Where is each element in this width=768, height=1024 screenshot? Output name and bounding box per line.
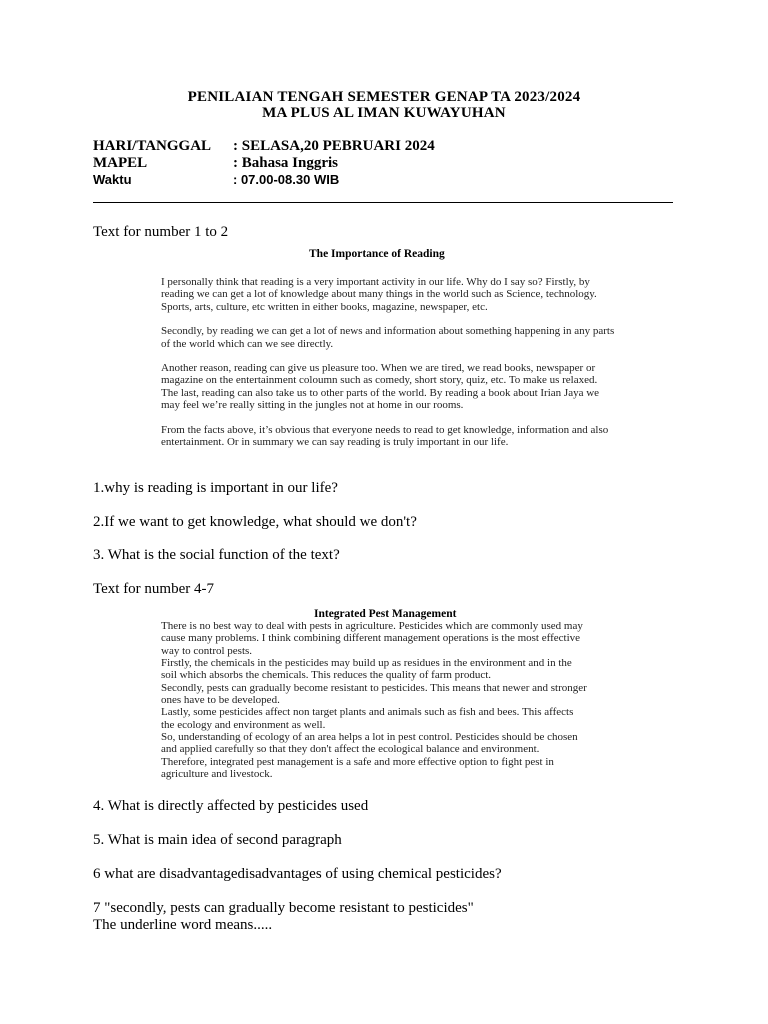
section1-intro: Text for number 1 to 2: [93, 224, 229, 240]
reading-paragraph-5: From the facts above, it’s obvious that everyone needs to read to get knowledge, information and also entertainment. Or in summary we can say reading is truly important in our life.: [161, 423, 609, 449]
reading-passage: [161, 276, 617, 460]
pest-line-11: and applied carefully so that they don't affect the ecological balance and environment.: [161, 743, 540, 756]
section2-intro: Text for number 4-7: [93, 581, 214, 597]
pest-line-4: Firstly, the chemicals in the pesticides may build up as residues in the environment and in the: [161, 657, 572, 670]
meta-value-time: : 07.00-08.30 WIB: [233, 172, 340, 187]
meta-key-date: HARI/TANGGAL: [93, 138, 212, 154]
pest-line-12: Therefore, integrated pest management is a safe and more effective option to fight pest in: [161, 755, 554, 768]
meta-key-subject: MAPEL: [93, 155, 148, 171]
pest-line-3: way to control pests.: [161, 644, 253, 657]
header-divider: [93, 202, 673, 203]
reading-paragraph-4: The last, reading can also take us to other parts of the world. By reading a book about Irian Jaya we may feel we’re really sitting in the jungles not at home in our rooms.: [161, 386, 600, 412]
question-5: 5. What is main idea of second paragraph: [93, 832, 342, 848]
meta-row-date: [93, 138, 435, 155]
question-2: 2.If we want to get knowledge, what should we don't?: [93, 514, 417, 530]
reading-paragraph-2: Secondly, by reading we can get a lot of news and information about something happening in any parts of the world which can we see directly.: [161, 325, 615, 350]
reading-paragraph-3: Another reason, reading can give us pleasure too. When we are tired, we read books, newspaper or magazine on the entertainment coloumn such as comedy, short story, quiz, etc. To make us relaxed.: [161, 362, 598, 387]
pest-line-10: So, understanding of ecology of an area helps a lot in pest control. Pesticides should be chosen: [161, 731, 578, 744]
pest-line-9: the ecology and environment as well.: [161, 718, 326, 731]
pest-line-2: cause many problems. I think combining different management operations is the most effective: [161, 632, 581, 645]
question-4: 4. What is directly affected by pesticides used: [93, 798, 369, 814]
pest-line-13: agriculture and livestock.: [161, 768, 273, 781]
pest-line-1: There is no best way to deal with pests in agriculture. Pesticides which are commonly used may: [161, 620, 583, 632]
pest-line-6: Secondly, pests can gradually become resistant to pesticides. This means that newer and stronger: [161, 681, 587, 694]
pest-line-7: ones have to be developed.: [161, 694, 280, 707]
question-6: 6 what are disadvantagedisadvantages of using chemical pesticides?: [93, 866, 502, 882]
reading-paragraph-1: I personally think that reading is a very important activity in our life. Why do I say so? Firstly, by reading we can get a lot of knowledge about many things in the world such as Science, technology. Sports, arts, culture, etc written in either books, magazine, newspaper, etc.: [161, 276, 597, 313]
question-1: 1.why is reading is important in our life?: [93, 480, 338, 496]
reading-passage-title: The Importance of Reading: [309, 248, 445, 260]
meta-key-time: Waktu: [93, 172, 132, 187]
school-name: MA PLUS AL IMAN KUWAYUHAN: [262, 105, 506, 121]
meta-row-subject: [93, 155, 338, 172]
pest-passage-title: Integrated Pest Management: [314, 608, 457, 620]
meta-value-subject: : Bahasa Inggris: [233, 155, 339, 171]
meta-row-time: [93, 172, 339, 187]
meta-value-date: : SELASA,20 PEBRUARI 2024: [233, 138, 435, 154]
question-3: 3. What is the social function of the text?: [93, 547, 340, 563]
pest-line-8: Lastly, some pesticides affect non target plants and animals such as fish and bees. This affects: [161, 706, 574, 719]
pest-passage: [161, 620, 611, 780]
exam-title: PENILAIAN TENGAH SEMESTER GENAP TA 2023/2024: [187, 89, 581, 105]
question-7-prompt: The underline word means.....: [93, 917, 273, 933]
pest-line-5: soil which absorbs the chemicals. This reduces the quality of farm product.: [161, 669, 492, 682]
question-7: 7 "secondly, pests can gradually become resistant to pesticides": [93, 900, 474, 916]
